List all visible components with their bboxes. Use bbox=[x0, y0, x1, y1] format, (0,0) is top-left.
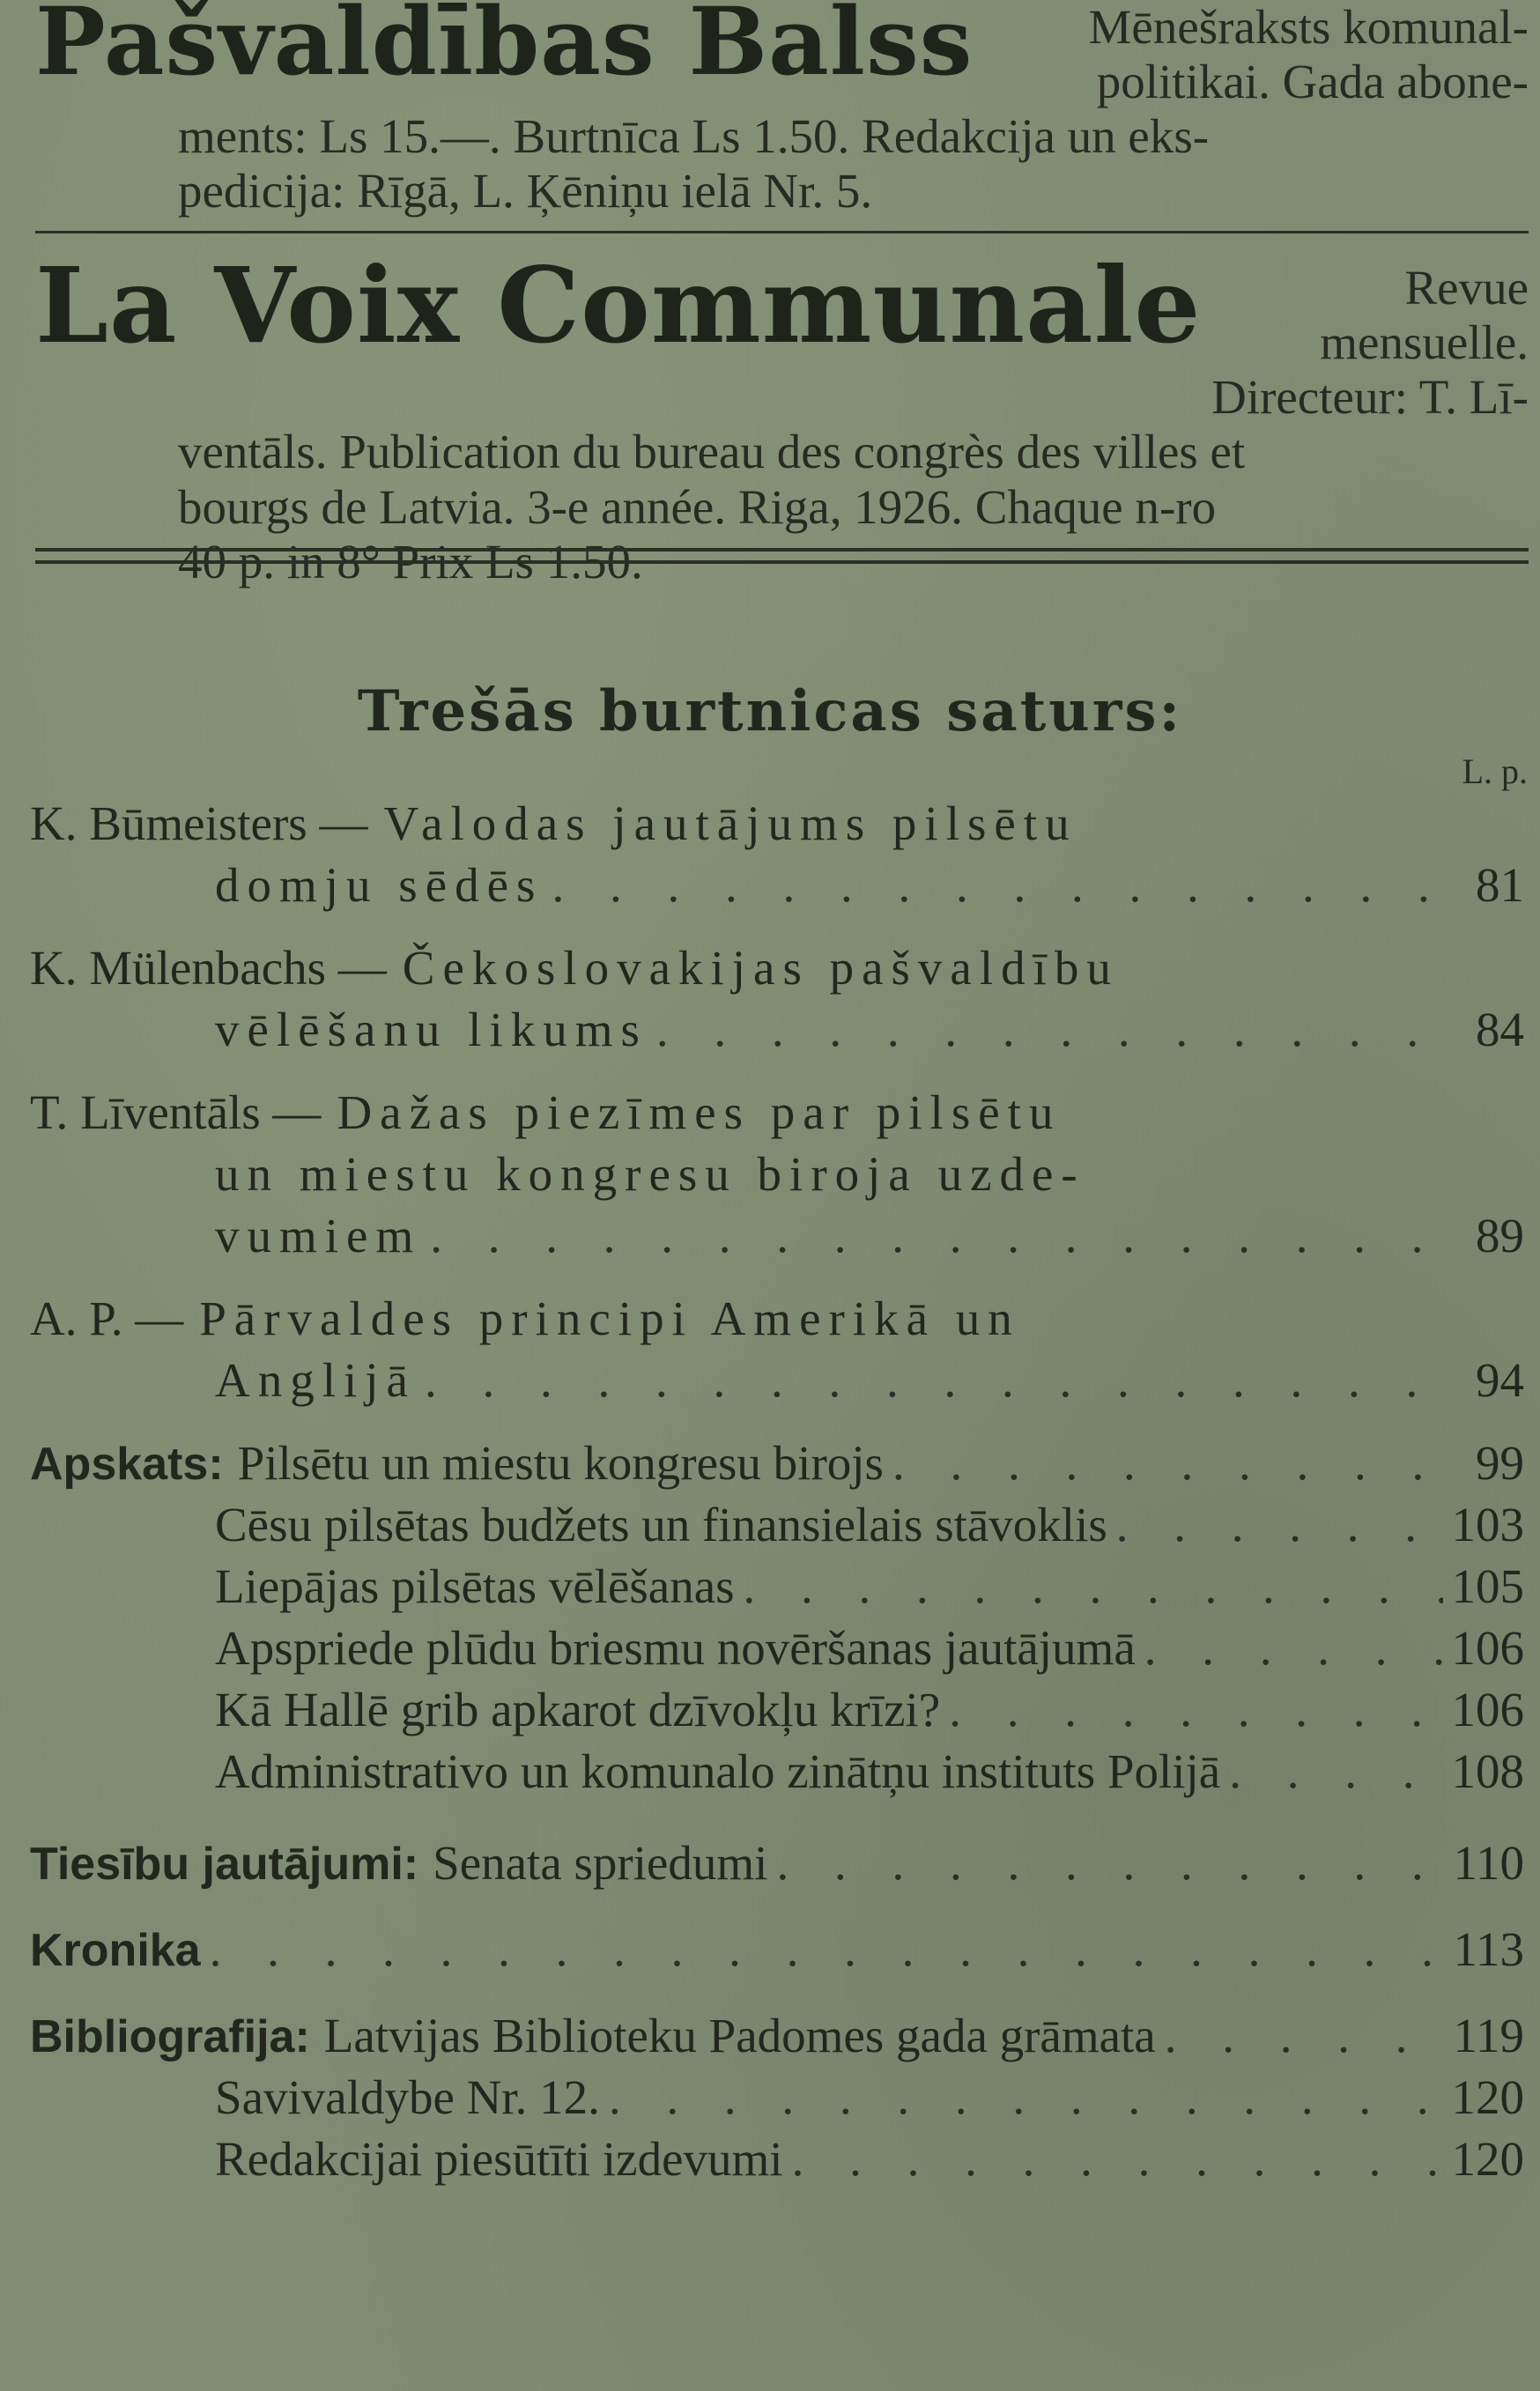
entry-title: Latvijas Biblioteku Padomes gada grāmata bbox=[323, 2009, 1156, 2062]
entry-page: 120 bbox=[1451, 2070, 1524, 2124]
masthead-line: ments: Ls 15.—. Burtnīca Ls 1.50. Redakcija un eks- bbox=[178, 109, 1210, 164]
masthead-line: bourgs de Latvia. 3-e année. Riga, 1926. Chaque n-ro bbox=[178, 479, 1217, 534]
entry-page: 120 bbox=[1451, 2132, 1524, 2186]
toc-entry bbox=[30, 1288, 1524, 1411]
entry-title: Cēsu pilsētas budžets un finansielais stāvoklis bbox=[215, 1498, 1107, 1551]
masthead-line: Revue mensuelle. bbox=[1320, 261, 1529, 370]
masthead-line: 40 p. in 8° Prix Ls 1.50. bbox=[178, 534, 643, 588]
entry-title: domju sēdēs bbox=[215, 858, 544, 912]
toc-section-bibliografija bbox=[30, 2005, 1524, 2190]
entry-title: Kā Hallē grib apkarot dzīvokļu krīzi? bbox=[215, 1683, 941, 1736]
leader-dots bbox=[792, 2128, 1443, 2190]
leader-dots bbox=[552, 855, 1445, 916]
leader-dots bbox=[1116, 1494, 1443, 1556]
toc-section-tiesibu bbox=[30, 1832, 1524, 1894]
leader-dots bbox=[1165, 2005, 1445, 2067]
masthead-french bbox=[35, 244, 1529, 589]
toc-section-apskats bbox=[30, 1432, 1524, 1803]
entry-author: T. Līventāls — bbox=[30, 1085, 322, 1139]
leader-dots bbox=[892, 1432, 1445, 1494]
leader-dots bbox=[1144, 1617, 1443, 1679]
leader-dots bbox=[744, 1556, 1443, 1617]
masthead-line: ventāls. Publication du bureau des congrès des villes et bbox=[178, 425, 1246, 479]
entry-page: 108 bbox=[1451, 1744, 1524, 1798]
entry-page: 110 bbox=[1453, 1836, 1524, 1890]
masthead-title-french: La Voix Communale bbox=[35, 244, 1202, 366]
entry-page: 106 bbox=[1451, 1621, 1524, 1675]
leader-dots bbox=[1229, 1741, 1442, 1803]
entry-title: Administrativo un komunalo zinātņu instituts Polijā bbox=[215, 1744, 1221, 1798]
leader-dots bbox=[210, 1919, 1445, 1980]
section-label: Kronika bbox=[30, 1925, 201, 1976]
entry-title: Anglijā bbox=[215, 1353, 416, 1407]
leader-dots bbox=[609, 2067, 1443, 2128]
entry-title: Čekoslovakijas pašvaldību bbox=[402, 941, 1119, 995]
leader-dots bbox=[949, 1679, 1442, 1741]
entry-author: A. P. — bbox=[30, 1292, 184, 1345]
masthead-line: politikai. Gada abone- bbox=[1096, 55, 1529, 109]
entry-page: 105 bbox=[1451, 1559, 1524, 1613]
entry-title: un miestu kongresu biroja uzde- bbox=[215, 1147, 1085, 1201]
toc-entry bbox=[30, 1082, 1524, 1267]
masthead-line: Directeur: T. Lī- bbox=[1211, 370, 1529, 425]
entry-page: 99 bbox=[1476, 1436, 1524, 1490]
table-of-contents bbox=[30, 793, 1524, 2211]
entry-page: 119 bbox=[1453, 2009, 1524, 2062]
leader-dots bbox=[776, 1832, 1444, 1894]
toc-entry bbox=[30, 793, 1524, 916]
entry-title: Liepājas pilsētas vēlēšanas bbox=[215, 1559, 735, 1613]
double-divider-rule bbox=[35, 548, 1529, 564]
leader-dots bbox=[425, 1350, 1445, 1411]
entry-page: 103 bbox=[1451, 1498, 1524, 1551]
entry-title: Redakcijai piesūtīti izdevumi bbox=[215, 2132, 783, 2186]
page-column-label: L. p. bbox=[1462, 751, 1528, 791]
masthead-line: Mēnešraksts komunal- bbox=[1088, 0, 1529, 54]
entry-title: Pārvaldes principi Amerikā un bbox=[199, 1292, 1020, 1345]
entry-title: Pilsētu un miestu kongresu birojs bbox=[237, 1436, 884, 1490]
entry-title: Valodas jautājums pilsētu bbox=[383, 796, 1077, 850]
entry-page: 106 bbox=[1451, 1683, 1524, 1736]
leader-dots bbox=[656, 999, 1445, 1061]
section-label: Tiesību jautājumi: bbox=[30, 1839, 419, 1890]
entry-page: 84 bbox=[1476, 1003, 1524, 1056]
entry-title: Apspriede plūdu briesmu novēršanas jautājumā bbox=[215, 1621, 1136, 1675]
entry-page: 113 bbox=[1453, 1922, 1524, 1976]
entry-page: 81 bbox=[1476, 858, 1524, 912]
entry-title: Dažas piezīmes par pilsētu bbox=[337, 1085, 1062, 1139]
toc-section-kronika bbox=[30, 1919, 1524, 1980]
masthead-latvian bbox=[35, 0, 1529, 219]
entry-title: vumiem bbox=[215, 1209, 422, 1262]
leader-dots bbox=[430, 1205, 1445, 1267]
section-label: Apskats: bbox=[30, 1439, 224, 1490]
toc-heading: Trešās burtnicas saturs: bbox=[357, 678, 1183, 744]
toc-entry bbox=[30, 937, 1524, 1061]
entry-page: 89 bbox=[1476, 1209, 1524, 1262]
masthead-title-latvian: Pašvaldības Balss bbox=[35, 0, 974, 96]
masthead-line: pedicija: Rīgā, L. Ķēniņu ielā Nr. 5. bbox=[178, 164, 873, 218]
section-label: Bibliografija: bbox=[30, 2011, 310, 2062]
entry-title: vēlēšanu likums bbox=[215, 1003, 648, 1056]
divider-rule bbox=[35, 231, 1529, 233]
entry-author: K. Mülenbachs — bbox=[30, 941, 387, 995]
entry-author: K. Būmeisters — bbox=[30, 796, 368, 850]
entry-title: Senata spriedumi bbox=[433, 1836, 768, 1890]
entry-title: Savivaldybe Nr. 12. bbox=[215, 2070, 600, 2124]
entry-page: 94 bbox=[1476, 1353, 1524, 1407]
